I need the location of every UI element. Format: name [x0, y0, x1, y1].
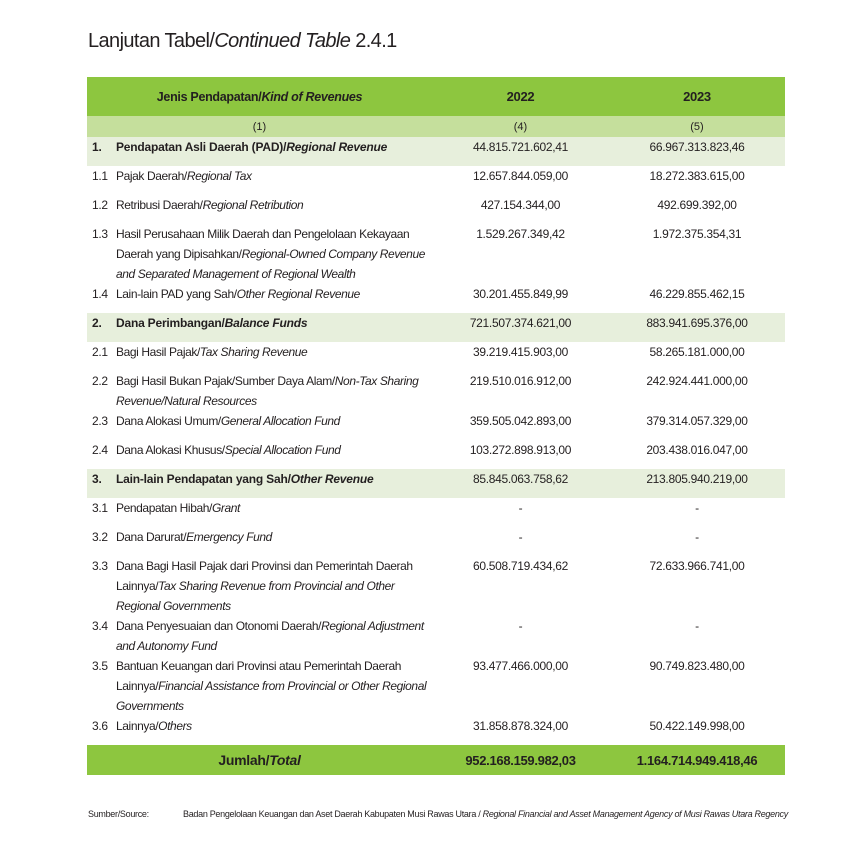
section-row	[87, 137, 785, 166]
table-row	[87, 440, 785, 469]
row-number: 1.4	[92, 287, 108, 301]
column-number-4: (4)	[513, 120, 528, 133]
table-row	[87, 656, 785, 716]
total-label	[87, 745, 432, 775]
row-label-text	[116, 498, 432, 518]
value-2022: 30.201.455.849,99	[473, 287, 568, 301]
label-indonesian: Bagi Hasil Bukan Pajak/Sumber Daya Alam/	[116, 374, 335, 388]
row-number: 3.5	[92, 659, 108, 673]
row-number: 1.3	[92, 227, 108, 241]
label-english: Regional Tax	[186, 169, 252, 183]
label-indonesian: Lainnya/	[116, 719, 159, 733]
row-label	[87, 440, 432, 460]
label-indonesian: Dana Perimbangan/	[116, 316, 225, 330]
value-2023: 883.941.695.376,00	[646, 316, 748, 330]
label-indonesian: Dana Bagi Hasil Pajak dari Provinsi dan Pemerintah Daerah Lainnya/	[116, 559, 413, 593]
value-2022: 359.505.042.893,00	[469, 414, 572, 428]
label-english: Regional Retribution	[202, 198, 304, 212]
section-row	[87, 313, 785, 342]
row-label-text	[116, 411, 432, 431]
row-label	[87, 616, 432, 656]
table-row	[87, 716, 785, 745]
label-english: Others	[158, 719, 192, 733]
label-indonesian: Hasil Perusahaan Milik Daerah dan Pengelolaan Kekayaan Daerah yang Dipisahkan/	[116, 227, 410, 261]
value-2023: 58.265.181.000,00	[649, 345, 745, 359]
label-english: Regional Revenue	[286, 140, 388, 154]
value-2023: 379.314.057.329,00	[646, 414, 748, 428]
table-row	[87, 411, 785, 440]
label-english: Other Regional Revenue	[236, 287, 360, 301]
column-number-1: (1)	[252, 120, 267, 133]
column-number-5: (5)	[690, 120, 704, 133]
row-label-cell	[87, 527, 432, 556]
label-english: Tax Sharing Revenue from Provincial and Other Regional Governments	[116, 579, 395, 613]
row-number: 3.4	[92, 619, 108, 633]
row-number: 2.2	[92, 374, 108, 388]
value-2022: 721.507.374.621,00	[469, 316, 572, 330]
label-english: Regional-Owned Company Revenue and Separated Management of Regional Wealth	[116, 247, 426, 281]
label-indonesian: Retribusi Daerah/	[116, 198, 203, 212]
row-number: 1.	[92, 140, 102, 154]
row-label-text	[116, 527, 432, 547]
value-2023: 203.438.016.047,00	[646, 443, 748, 457]
source-label: Sumber/Source:	[88, 809, 149, 819]
value-2023: 1.972.375.354,31	[652, 227, 742, 241]
label-indonesian: Dana Penyesuaian dan Otonomi Daerah/	[116, 619, 322, 633]
label-english: Other Revenue	[290, 472, 374, 486]
row-label-cell	[87, 556, 432, 616]
table-body	[87, 137, 785, 745]
label-indonesian: Lain-lain Pendapatan yang Sah/	[116, 472, 291, 486]
label-indonesian: Pendapatan Hibah/	[116, 501, 212, 515]
row-label-text	[116, 716, 432, 736]
total-value-2022: 952.168.159.982,03	[465, 752, 576, 768]
row-label-cell	[87, 616, 432, 656]
row-number: 3.3	[92, 559, 108, 573]
row-label	[87, 498, 432, 518]
label-english: Financial Assistance from Provincial or Other Regional Governments	[116, 679, 427, 713]
total-row	[87, 745, 785, 775]
header-label-indonesian: Jenis Pendapatan/	[156, 89, 262, 104]
value-2023: -	[695, 619, 699, 633]
row-label-cell	[87, 313, 432, 342]
table-row	[87, 166, 785, 195]
value-2022: 12.657.844.059,00	[473, 169, 568, 183]
row-label	[87, 137, 432, 157]
label-indonesian: Bagi Hasil Pajak/	[116, 345, 200, 359]
row-label-text	[116, 469, 432, 489]
label-english: Grant	[211, 501, 240, 515]
row-label-text	[116, 556, 432, 616]
value-2022: 103.272.898.913,00	[469, 443, 572, 457]
value-2023: 66.967.313.823,46	[649, 140, 745, 154]
row-label-text	[116, 195, 432, 215]
value-2023: 492.699.392,00	[657, 198, 737, 212]
row-label-text	[116, 166, 432, 186]
value-2023: 213.805.940.219,00	[646, 472, 748, 486]
row-number: 2.1	[92, 345, 108, 359]
value-2023: -	[695, 501, 699, 515]
value-2023: 18.272.383.615,00	[649, 169, 745, 183]
row-label-cell	[87, 656, 432, 716]
row-label-text	[116, 371, 432, 411]
row-label	[87, 224, 432, 284]
row-label-text	[116, 313, 432, 333]
row-label	[87, 313, 432, 333]
header-year-2023: 2023	[683, 89, 711, 104]
label-english: Balance Funds	[224, 316, 308, 330]
row-label-cell	[87, 284, 432, 313]
source-text-indonesian: Badan Pengelolaan Keuangan dan Aset Daerah Kabupaten Musi Rawas Utara /	[183, 809, 483, 819]
label-indonesian: Bantuan Keuangan dari Provinsi atau Pemerintah Daerah Lainnya/	[116, 659, 401, 693]
row-number: 3.2	[92, 530, 108, 544]
label-indonesian: Dana Alokasi Umum/	[116, 414, 221, 428]
total-label-english: Total	[269, 752, 301, 768]
header-year-2022: 2022	[506, 89, 535, 104]
value-2022: 1.529.267.349,42	[476, 227, 565, 241]
total-value-2023: 1.164.714.949.418,46	[636, 752, 758, 768]
row-label	[87, 469, 432, 489]
row-label-cell	[87, 195, 432, 224]
table-row	[87, 342, 785, 371]
title-italic: Continued Table	[214, 30, 351, 52]
row-label	[87, 371, 432, 411]
row-label-text	[116, 616, 432, 656]
row-label-cell	[87, 716, 432, 745]
label-indonesian: Lain-lain PAD yang Sah/	[116, 287, 237, 301]
row-label-cell	[87, 440, 432, 469]
total-label-indonesian: Jumlah/	[218, 752, 270, 768]
label-english: Non-Tax Sharing Revenue/Natural Resources	[116, 374, 419, 408]
value-2023: -	[695, 530, 699, 544]
label-english: Tax Sharing Revenue	[199, 345, 308, 359]
section-row	[87, 469, 785, 498]
label-english: Regional Adjustment and Autonomy Fund	[116, 619, 424, 653]
value-2022: 39.219.415.903,00	[473, 345, 568, 359]
row-label-text	[116, 342, 432, 362]
row-label	[87, 656, 432, 716]
value-2022: 44.815.721.602,41	[473, 140, 568, 154]
row-label	[87, 527, 432, 547]
row-label	[87, 166, 432, 186]
row-label-text	[116, 440, 432, 460]
row-number: 3.	[92, 472, 102, 486]
row-number: 3.6	[92, 719, 108, 733]
row-label-cell	[87, 137, 432, 166]
label-english: Emergency Fund	[186, 530, 272, 544]
table-row	[87, 371, 785, 411]
row-number: 1.1	[92, 169, 108, 183]
row-number: 2.	[92, 316, 102, 330]
table-row	[87, 556, 785, 616]
title-prefix: Lanjutan Tabel/	[88, 30, 215, 52]
row-label	[87, 411, 432, 431]
row-label-cell	[87, 469, 432, 498]
column-number-row	[87, 116, 785, 137]
row-label	[87, 716, 432, 736]
table-row	[87, 498, 785, 527]
row-label	[87, 342, 432, 362]
label-english: General Allocation Fund	[220, 414, 340, 428]
table-row	[87, 616, 785, 656]
table-row	[87, 224, 785, 284]
label-indonesian: Dana Darurat/	[116, 530, 187, 544]
row-number: 3.1	[92, 501, 108, 515]
label-english: Special Allocation Fund	[224, 443, 341, 457]
table-row	[87, 284, 785, 313]
row-label-cell	[87, 371, 432, 411]
value-2022: 85.845.063.758,62	[473, 472, 568, 486]
value-2023: 90.749.823.480,00	[649, 659, 745, 673]
table-row	[87, 195, 785, 224]
value-2023: 242.924.441.000,00	[646, 374, 748, 388]
value-2022: -	[518, 619, 523, 633]
label-indonesian: Dana Alokasi Khusus/	[116, 443, 225, 457]
value-2023: 50.422.149.998,00	[649, 719, 745, 733]
source-text-english: Regional Financial and Asset Management Agency of Musi Rawas Utara Regency	[482, 809, 788, 819]
row-label-text	[116, 137, 432, 157]
row-label-cell	[87, 498, 432, 527]
value-2022: 93.477.466.000,00	[473, 659, 568, 673]
row-label-cell	[87, 411, 432, 440]
header-row	[87, 77, 785, 116]
row-number: 1.2	[92, 198, 108, 212]
row-label-cell	[87, 166, 432, 195]
row-label-cell	[87, 342, 432, 371]
label-indonesian: Pajak Daerah/	[116, 169, 187, 183]
value-2022: 427.154.344,00	[480, 198, 561, 212]
value-2022: 60.508.719.434,62	[473, 559, 568, 573]
value-2022: 31.858.878.324,00	[473, 719, 568, 733]
label-indonesian: Pendapatan Asli Daerah (PAD)/	[116, 140, 287, 154]
row-number: 2.3	[92, 414, 108, 428]
row-label	[87, 284, 432, 304]
row-label	[87, 556, 432, 616]
value-2022: -	[518, 501, 523, 515]
header-label-english: Kind of Revenues	[261, 89, 363, 104]
row-label-text	[116, 224, 432, 284]
header-kind-of-revenues	[87, 77, 432, 116]
row-label-text	[116, 284, 432, 304]
table-title	[88, 27, 397, 55]
title-number: 2.4.1	[350, 30, 397, 52]
revenue-table	[87, 77, 785, 775]
value-2022: 219.510.016.912,00	[469, 374, 572, 388]
row-label-cell	[87, 224, 432, 284]
value-2023: 72.633.966.741,00	[649, 559, 745, 573]
row-number: 2.4	[92, 443, 108, 457]
value-2022: -	[518, 530, 523, 544]
row-label-text	[116, 656, 432, 716]
source-note	[88, 808, 788, 821]
table-row	[87, 527, 785, 556]
value-2023: 46.229.855.462,15	[649, 287, 745, 301]
row-label	[87, 195, 432, 215]
